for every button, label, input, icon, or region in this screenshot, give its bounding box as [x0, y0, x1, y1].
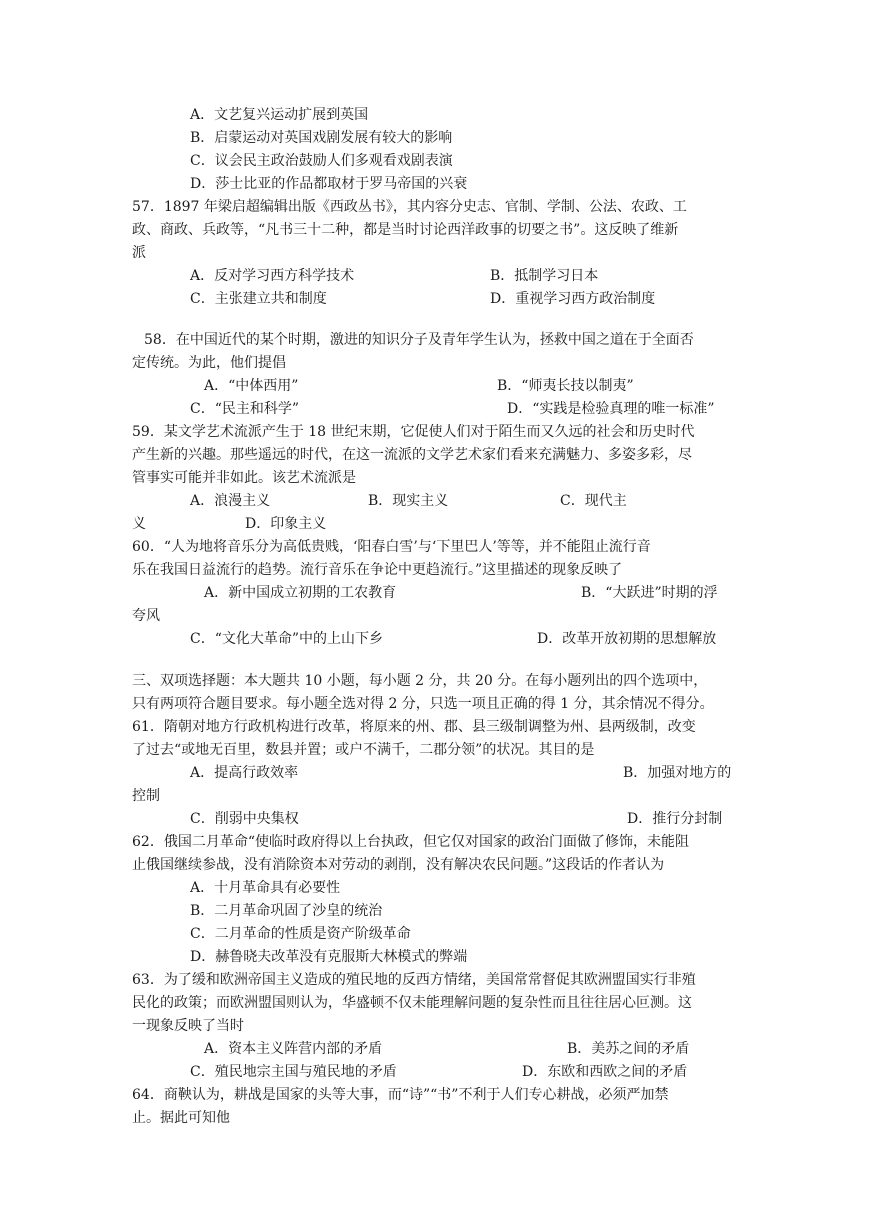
q58-option-a: A．“中体西用”	[204, 378, 299, 394]
q58-option-b: B．“师夷长技以制夷”	[497, 378, 634, 394]
q60-option-a: A．新中国成立初期的工农教育	[204, 585, 397, 601]
q61-text: 了过去“或地无百里，数县并置；或户不满千，二郡分领”的状况。其目的是	[132, 742, 595, 758]
section-instructions: 只有两项符合题目要求。每小题全选对得 2 分，只选一项且正确的得 1 分，其余情况不得分。	[132, 696, 714, 712]
q60-option-d: D．改革开放初期的思想解放	[537, 631, 717, 647]
q56-option-c: C．议会民主政治鼓励人们多观看戏剧表演	[190, 153, 453, 169]
q63-text: 一现象反映了当时	[132, 1018, 244, 1034]
q56-option-a: A．文艺复兴运动扩展到英国	[190, 107, 369, 123]
q58-option-c: C．“民主和科学”	[190, 401, 300, 417]
q60-option-b-wrap: 夸风	[132, 608, 160, 624]
q61-option-b-wrap: 控制	[132, 788, 160, 804]
q63-option-a: A．资本主义阵营内部的矛盾	[204, 1041, 383, 1057]
q58-text: 58．在中国近代的某个时期，激进的知识分子及青年学生认为，拯救中国之道在于全面否	[144, 332, 694, 348]
q56-option-d: D．莎士比亚的作品都取材于罗马帝国的兴衰	[190, 176, 468, 192]
q57-option-c: C．主张建立共和制度	[190, 291, 327, 307]
q61-option-d: D．推行分封制	[627, 811, 723, 827]
q60-option-c: C．“文化大革命”中的上山下乡	[190, 631, 384, 647]
q57-text: 政、商政、兵政等，“凡书三十二种，都是当时讨论西洋政事的切要之书”。这反映了维新	[132, 222, 679, 238]
q59-text: 管事实可能并非如此。该艺术流派是	[132, 470, 356, 486]
q61-option-c: C．削弱中央集权	[190, 811, 299, 827]
q62-text: 62．俄国二月革命“使临时政府得以上台执政，但它仅对国家的政治门面做了修饰，未能阻	[132, 834, 689, 850]
q63-option-b: B．美苏之间的矛盾	[567, 1041, 690, 1057]
section-heading: 三、双项选择题：本大题共 10 小题，每小题 2 分，共 20 分。在每小题列出的四个选项中，	[132, 673, 708, 689]
q57-text: 派	[132, 245, 146, 261]
q60-option-b: B．“大跃进”时期的浮	[581, 585, 718, 601]
q59-option-c-wrap: 义	[132, 516, 146, 532]
q62-option-b: B．二月革命巩固了沙皇的统治	[190, 903, 383, 919]
q63-option-d: D．东欧和西欧之间的矛盾	[522, 1064, 688, 1080]
q59-option-b: B．现实主义	[368, 493, 449, 509]
q60-text: 乐在我国日益流行的趋势。流行音乐在争论中更趋流行。”这里描述的现象反映了	[132, 562, 623, 578]
q56-option-b: B．启蒙运动对英国戏剧发展有较大的影响	[190, 130, 453, 146]
q62-option-a: A．十月革命具有必要性	[190, 880, 341, 896]
q57-option-a: A．反对学习西方科学技术	[190, 268, 355, 284]
q63-option-c: C．殖民地宗主国与殖民地的矛盾	[190, 1064, 397, 1080]
q58-text: 定传统。为此，他们提倡	[132, 355, 286, 371]
q60-text: 60．“人为地将音乐分为高低贵贱，‘阳春白雪’与‘下里巴人’等等，并不能阻止流行音	[132, 539, 651, 555]
q59-text: 59．某文学艺术流派产生于 18 世纪末期，它促使人们对于陌生而又久远的社会和历史时代	[132, 424, 695, 440]
q64-text: 64．商鞅认为，耕战是国家的头等大事，而“诗”“书”不利于人们专心耕战，必须严加禁	[132, 1087, 669, 1103]
q63-text: 63．为了缓和欧洲帝国主义造成的殖民地的反西方情绪，美国常常督促其欧洲盟国实行非殖	[132, 972, 696, 988]
q62-text: 止俄国继续参战，没有消除资本对劳动的剥削，没有解决农民问题。”这段话的作者认为	[132, 857, 665, 873]
q61-option-b: B．加强对地方的	[623, 765, 732, 781]
q57-option-b: B．抵制学习日本	[490, 268, 599, 284]
q62-option-d: D．赫鲁晓夫改革没有克服斯大林模式的弊端	[190, 949, 468, 965]
q62-option-c: C．二月革命的性质是资产阶级革命	[190, 926, 411, 942]
q59-option-a: A．浪漫主义	[190, 493, 271, 509]
q61-option-a: A．提高行政效率	[190, 765, 299, 781]
q63-text: 民化的政策；而欧洲盟国则认为，华盛顿不仅未能理解问题的复杂性而且往往居心叵测。这	[132, 995, 692, 1011]
q64-text: 止。据此可知他	[132, 1110, 230, 1126]
q59-option-d: D．印象主义	[245, 516, 327, 532]
q59-text: 产生新的兴趣。那些遥远的时代，在这一流派的文学艺术家们看来充满魅力、多姿多彩，尽	[132, 447, 692, 463]
q59-option-c: C．现代主	[560, 493, 627, 509]
q57-option-d: D．重视学习西方政治制度	[490, 291, 656, 307]
q57-text: 57．1897 年梁启超编辑出版《西政丛书》，其内容分史志、官制、学制、公法、农政、工	[132, 199, 687, 215]
q61-text: 61．隋朝对地方行政机构进行改革，将原来的州、郡、县三级制调整为州、县两级制，改变	[132, 719, 696, 735]
q58-option-d: D．“实践是检验真理的唯一标准”	[507, 401, 715, 417]
